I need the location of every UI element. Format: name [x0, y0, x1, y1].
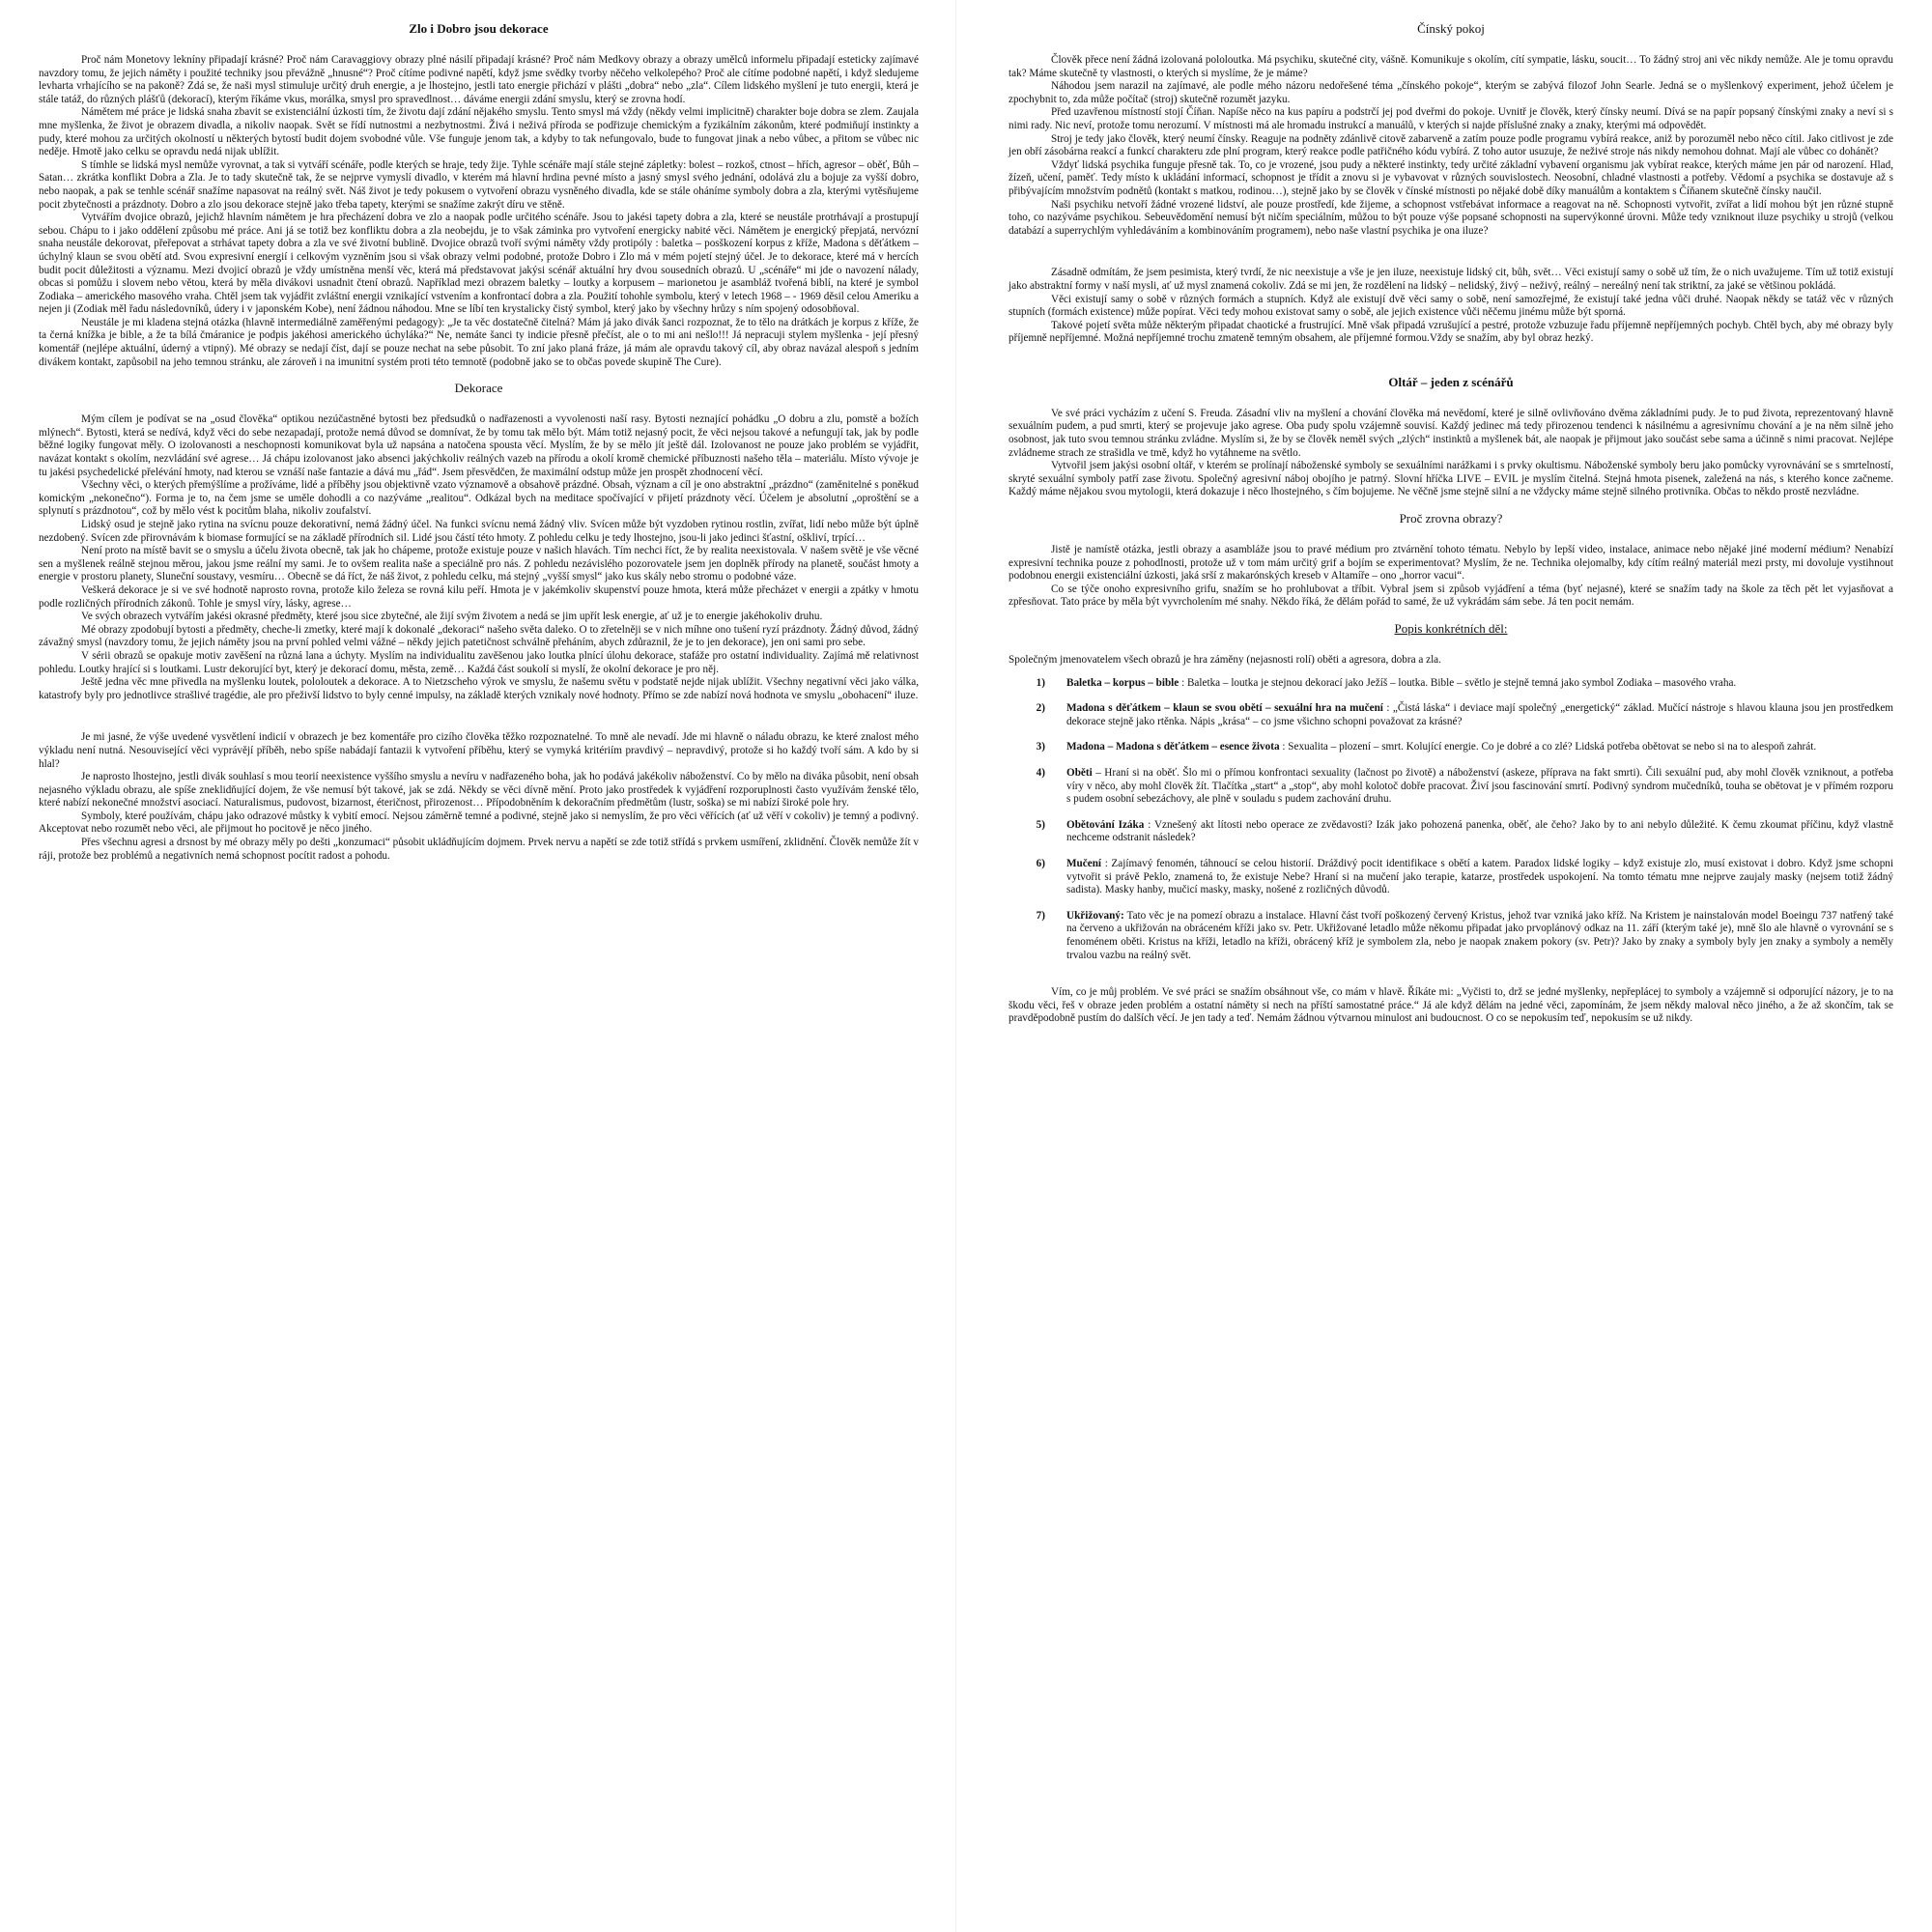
paragraph: Přes všechnu agresi a drsnost by mé obrazy měly po dešti „konzumaci“ působit ukládňujícím dojmem. Prvek nervu a napětí se zde totiž střídá s prvkem usmíření, zklidnění. Člověk nemůže žít v ráji, protože bez problémů a negativních nemá schopnost pocítit radost a pohodu. — [39, 837, 919, 862]
closing-section — [39, 731, 919, 863]
paragraph: Takové pojetí světa může některým připadat chaotické a frustrující. Mně však připadá vzrušující a pestré, protože vzbuzuje řadu příjemně nepříjemných pochyb. Chtěl bych, aby mé obrazy byly příjemně nepříjemné. Možná nepříjemné trochu zmateně temným obsahem, ale příjemné formou.Vždy se snažím, aby byl obraz hezký. — [1009, 319, 1893, 345]
work-item — [1009, 858, 1893, 897]
paragraph: Je mi jasné, že výše uvedené vysvětlení indicií v obrazech je bez komentáře pro cizího člověka těžko rozpoznatelné. To mně ale nevadí. Jde mi hlavně o náladu obrazu, ke které znalost mého výkladu není nutná. Nesouvisející věci vyprávějí příběh, nebo spíše nabádají fantazii k vytvoření příběhu, který se vymyká kritériím pravdivý – nepravdivý, protože si ho každý tvoří sám. A kdo by si hlal? — [39, 731, 919, 770]
work-item — [1009, 767, 1893, 807]
work-title: Mučení — [1066, 857, 1102, 869]
paragraph: Je naprosto lhostejno, jestli divák souhlasí s mou teorií neexistence vyššího smyslu a nevíru v nadřazeného boha, jak ho podává jakékoliv náboženství. Co by mělo na diváka působit, není obsah nejasného výkladu obrazu, ale spíše zneklidňující dojem, že vše nemusí být takové, jak se zdá. Někdy se věci dívně mění. Proto jako prostředek k vyjádření rozporuplnosti často využívám ženské tělo, které nabízí nekonečné množství asociací. Naturalismus, pudovost, bizarnost, éteričnost, přirozenost… Přípodobněním k dekoračním předmětům (lustr, soška) se mi nabízí široké pole hry. — [39, 771, 919, 810]
paragraph: Před uzavřenou místností stojí Číňan. Napíše něco na kus papíru a podstrčí jej pod dveřmi do pokoje. Uvnitř je člověk, který čínsky neumí. Dívá se na papír popsaný čínskými znaky a neví si s nimi rady. Nic neví, protože tomu nerozumí. V místnosti má ale hromadu instrukcí a manuálů, v kterých si najde příslušné znaky a znaky, kterými má odpovědět. — [1009, 106, 1893, 131]
work-text: – Hraní si na oběť. Šlo mi o přímou konfrontaci sexuality (lačnost po životě) a náboženství (askeze, příprava na fakt smrti). Čili sexuální pud, aby mohl člověk vzniknout, a potřeba víry v něco, aby mohl člověk žít. Tlačítka „start“ a „stop“, aby mohl kolotoč dobře pracovat. Živí jsou fascinování smrtí. Podivný syndrom mučedníků, touha se obětovat je v přímém rozporu s pudem osobní sebezáchovy, ale plně v souladu s pudem zachování druhu. — [1066, 766, 1893, 806]
popis-intro: Společným jmenovatelem všech obrazů je hra záměny (nejasnosti rolí) oběti a agresora, dobra a zla. — [1009, 654, 1441, 666]
work-item — [1009, 677, 1893, 691]
paragraph: Jistě je namístě otázka, jestli obrazy a asambláže jsou to pravé médium pro ztvárnění tohoto tématu. Nebylo by lepší video, instalace, animace nebo nějaké jiné moderní médium? Nenabízí expresivní technika pouze z pohodlnosti, protože už v tom mám určitý grif a bojím se experimentovat? Myslím, že ne. Technika olejomalby, kdy cítím reálný materiál mezi prsty, mi dovoluje vystihnout podobnou energii existenciální úzkosti, jaká srší z makarónských kreseb v Altamíře – ono „horror vacui“. — [1009, 544, 1893, 582]
paragraph: S tímhle se lidská mysl nemůže vyrovnat, a tak si vytváří scénáře, podle kterých se hraje, tedy žije. Tyhle scénáře mají stále stejné zápletky: bolest – rozkoš, ctnost – hřích, agresor – oběť, Bůh – Satan… zkrátka konflikt Dobra a Zla. Je to tady skutečně tak, že se nejprve vymyslí divadlo, v kterém má hlavní hrdina pevné místo a jasný smysl svého jednání, odolává zlu a bojuje za vyšší dobro, nebo naopak, a pak se tenhle scénář snažíme napasovat na reálný svět. Náš život je tedy pokusem o vytvoření obrazu vysněného divadla, kde se stále oháníme symboly dobra a zla, kterými vytěsňujeme pocit zbytečnosti a prázdnoty. Dobro a zlo jsou dekorace stejně jako třeba tapety, kterými se snažíme zakrýt díru ve stěně. — [39, 158, 919, 211]
work-title: Ukřižovaný: — [1066, 909, 1124, 922]
paragraph: Mým cílem je podívat se na „osud člověka“ optikou nezúčastněné bytosti bez předsudků o nadřazenosti a vyvolenosti naší rasy. Bytosti neznající pohádku „O dobru a zlu, pomstě a božích mlýnech“. Bytosti, která se nedívá, když věci do sebe nezapadají, protože nemá důvod se domnívat, že by tomu tak mělo být. Mám totiž nejasný pocit, že věci nejsou takové a nefungují tak, jak by podle běžné logiky fungovat měly. O izolovanosti a neschopnosti komunikovat byla už napsána a natočena spousta věcí. Myslím, že by se mělo jít ještě dál. Izolovanost ne pouze jako problém se vyjádřit, navázat kontakt s okolím, nezvládání své agrese… Já chápu izolovanost jako absenci jakýchkoliv reálných vazeb na přírodu a okolí kromě chemické příbuznosti našeho těla – materiálu. Místo vývoje je tu jakési psychedelické přelévání hmoty, nad kterou se vznáší naše fantazie a dává mu „řád“. Jsem přesvědčen, že maximální odstup může jen prospět zhodnocení věcí. — [39, 413, 919, 478]
work-text: : Vznešený akt lítosti nebo operace ze zvědavosti? Izák jako pohozená panenka, oběť, ale čeho? Jako by to ani nebylo důležité. K čemu zkoumat příčinu, když vlastně nechceme odstranit následek? — [1066, 818, 1893, 844]
work-description — [1066, 819, 1893, 845]
work-title: Baletka – korpus – bible — [1066, 676, 1179, 689]
closing-paragraph: Vím, co je můj problém. Ve své práci se snažím obsáhnout vše, co mám v hlavě. Říkáte mi: „Vyčisti to, drž se jedné myšlenky, nepřeplácej to symboly a vzájemně si odporující názory, je to na škodu věci, řeš v obraze jeden problém a ostatní náměty si nech na příští samostatné práce.“ Já ale když dělám na jedné věci, zapomínám, že jsem někdy maloval něco jiného, a že až skončím, tak se pravděpodobně pustím do dalších věcí. Je jen tady a teď. Nemám žádnou výtvarnou minulost ani budoucnost. O co se nepokusím teď, nepokusím se už nikdy. — [1009, 986, 1893, 1025]
paragraph: Námětem mé práce je lidská snaha zbavit se existenciální úzkosti tím, že životu dají zdání nějakého smyslu. Tento smysl má vždy (někdy velmi implicitně) charakter boje dobra se zlem. Zaujala mne myšlenka, že život je obrazem divadla, a nikoliv naopak. Svět se řídí nutnostmi a nezbytnostmi. Živá i neživá příroda se podřizuje chemickým a fyzikálním zákonům, které podmiňují instinkty a pudy, které mohou za určitých okolností u některých bytostí budit dojem svobodné vůle. Vše funguje jenom tak, a kdyby to tak nefungovalo, bude to fungovat jinak a nebo vůbec, a přitom se vůbec nic neděje. Hmotě jako celku se opravdu nedá nijak ublížit. — [39, 106, 919, 158]
paragraph: Vytvořil jsem jakýsi osobní oltář, v kterém se prolínají náboženské symboly se sexuálními narážkami i s prvky okultismu. Náboženské symboly beru jako pomůcky vyrovnávání se s smrtelností, skryté sexuální symboly patří zase životu. Společný agresivní náboj obojího je patrný. Slovní hříčka LIVE – EVIL je myslím čitelná. Stejná hmota pisenek, zaležená na nás, s kterého konce začneme. Každý máme nějakou svou mytologii, která dokazuje i něco lhostejného, s čím bojujeme. Ne věčně jsme stejně silní a ne vždycky máme stejně silného protivníka. Občas to někdo prostě nezvládne. — [1009, 460, 1893, 498]
paragraph: Proč nám Monetovy lekníny připadají krásné? Proč nám Caravaggiovy obrazy plné násilí připadají krásné? Proč nám Medkovy obrazy a obrazy umělců informelu připadají esteticky zajímavé navzdory tomu, že jejich náměty i použité techniky jsou převážně „hnusné“? Proč cítíme podivné napětí, když jsme svědky tvorby něčeho velkolepého? Proč ale cítíme podobné napětí, i když sledujeme levharta vrhajícího se na pakoně? Zdá se, že naši mysl stimuluje určitý druh energie, a je lhostejno, jestli tato energie přichází v plášti „dobra“ nebo „zla“. Cílem lidského myšlení je tuto energii, která je stále tatáž, do různých plášťů (dekorací), kterým říkáme vkus, morálka, smysl pro spravedlnost… dáváme energii zdání smyslu, který se zrovna hodí. — [39, 54, 919, 105]
section-title-proc-obrazy: Proč zrovna obrazy? — [1399, 511, 1503, 526]
paragraph: Náhodou jsem narazil na zajímavé, ale podle mého názoru nedořešené téma „čínského pokoje“, kterým se zabývá filozof John Searle. Jedná se o myšlenkový experiment, jehož účelem je zpochybnit to, zda může počítač (stroj) skutečně rozumět jazyku. — [1009, 80, 1893, 105]
paragraph: Zásadně odmítám, že jsem pesimista, který tvrdí, že nic neexistuje a vše je jen iluze, neexistuje lidský cit, bůh, svět… Věci existují samy o sobě už tím, že o nich uvažujeme. Tím už totiž existují jako abstraktní formy v naší mysli, ať už mysl znamená cokoliv. Zdá se mi jen, že rozdělení na lidský – nelidský, živý – neživý, reálný – nereálný není tak striktní, za jaké se většinou pokládá. — [1009, 267, 1893, 292]
work-number: 4) — [1036, 766, 1045, 779]
paragraph: Ve svých obrazech vytvářím jakési okrasné předměty, které jsou sice zbytečné, ale žijí svým životem a nedá se jim upřít lesk energie, ať už je to energie jakéhokoliv druhu. — [81, 611, 823, 623]
work-description — [1066, 767, 1893, 807]
oltar-section — [1009, 408, 1893, 499]
work-text: : „Čistá láska“ i deviace mají společný „energetický“ základ. Mučící nástroje s hlavou klauna jsou jen prostředkem dekorace stejně jako rtěnka. Nápis „krása“ – co jsme všichno schopni považovat za krásné? — [1066, 702, 1893, 727]
intro-section — [39, 54, 919, 369]
work-description — [1066, 741, 1893, 754]
work-description — [1066, 910, 1893, 962]
section-title-cinsky-pokoj: Čínský pokoj — [1417, 21, 1485, 36]
paragraph: Veškerá dekorace je si ve své hodnotě naprosto rovna, protože kilo železa se rovná kilu peří. Hmota je v jakémkoliv skupenství pouze hmota, která může přecházet v energii a zpátky v hmotu podle rozličných přírodních zákonů. Tohle je smysl víry, lásky, agrese… — [39, 583, 919, 610]
work-description — [1066, 702, 1893, 728]
work-item — [1009, 910, 1893, 962]
work-item — [1009, 741, 1893, 754]
paragraph: Všechny věci, o kterých přemýšlíme a prožíváme, lidé a příběhy jsou objektivně vzato významově a obsahově prázdné. Obsah, význam a cíl je ono abstraktní „prázdno“ (zaměnitelné s poněkud komickým „nekonečno“). Forma je to, na čem jsme se uměle dohodli a co nazýváme „realitou“. Odkázal bych na meditace spočívající v přijetí prázdnoty věcí. Účelem je absolutní „oproštění se a splynutí s prázdnotou“, což by mělo vést k pocitům blaha, nikoliv zoufalství. — [39, 479, 919, 518]
work-number: 5) — [1036, 818, 1045, 831]
cinsky-pokoj-section — [1009, 54, 1893, 238]
paragraph: Mé obrazy zpodobují bytosti a předměty, cheche-li zmetky, které mají k dokonalé „dekoraci“ našeho světa daleko. O to zřetelněji se v nich míhne ono tušení ryzí prázdnoty. Žádný důvod, žádný závažný smysl (navzdory tomu, že jejich náměty jsou na první pohled velmi vážné – někdy jejich patetičnost schválně přeháním, abych zdůraznil, že je to jen dekorace), jen oni sami pro sebe. — [39, 623, 919, 649]
existence-section — [1009, 267, 1893, 346]
section-title-popis-del: Popis konkrétních děl: — [1394, 621, 1508, 636]
work-item — [1009, 702, 1893, 728]
work-number: 3) — [1036, 741, 1045, 753]
work-description — [1066, 858, 1893, 897]
paragraph: Ve své práci vycházím z učení S. Freuda. Zásadní vliv na myšlení a chování člověka má nevědomí, které je silně ovlivňováno dvěma základními pudy. Je to pud života, reprezentovaný hlavně sexuálním pudem, a pud smrti, který se projevuje jako agrese. Oba pudy spolu vzájemně souvisí. Každý jedinec má tedy přirozenou tendenci k násilnému a agresivnímu chování a je na něm silně jeho osobnost, jak tuto svou temnou stránku zvládne. Myslím si, že by se člověk neměl svých „zlých“ instinktů a myšlenek bát, ale naopak je přijmout jako součást sebe sama a účinně s nimi pracovat. Nejlépe zvládneme strach ze strašidla ve tmě, když ho vytáhneme na světlo. — [1009, 407, 1893, 459]
paragraph: Vždyť lidská psychika funguje přesně tak. To, co je vrozené, jsou pudy a některé instinkty, tedy určité základní vybavení organismu jak vybírat reakce, kterých máme jen pár od narození. Hlad, žízeň, učení, paměť. Tedy místo k ukládání informací, schopnost je třídit a znovu si je vybavovat v různých souvislostech. Neosobní, chladné vlastnosti a potřeby. Vědomí a psychika se dostavuje až s přibývajícím množstvím podnětů (kontakt s matkou, rodinou…), stejně jako by se člověk v čínské místnosti po nějaké době díky manuálům a kontaktem s Číňanem skutečně čínsky naučil. — [1009, 158, 1893, 197]
paragraph: Věci existují samy o sobě v různých formách a stupních. Když ale existují dvě věci samy o sobě, není samozřejmé, že existují také jedna vůči druhé. Naopak někdy se tatáž věc v různých stupních (formách existence) může popírat. Věci tedy mohou existovat samy o sobě, ale jejich existence vůči něčemu jinému může být sporná. — [1009, 293, 1893, 319]
work-title: Madona – Madona s děťátkem – esence života — [1066, 741, 1280, 753]
work-number: 7) — [1036, 909, 1045, 922]
paragraph: Neustále je mi kladena stejná otázka (hlavně intermediálně zaměřenými pedagogy): „Je ta věc dostatečně čitelná? Mám já jako divák šanci rozpoznat, že to tělo na drátkách je korpus z kříže, že ta černá knížka je bible, a že ta bílá čmáranice je podpis jakéhosi amerického úchyláka?“ Ne, nemáte šanci ty indicie přesně přečíst, ale o to mi ani nešlo!!! Já nepracuji stylem myšlenka - její přesný komentář (nejlépe aktuální, úderný a vtipný). Mé obrazy se nedají číst, dají se pouze nechat na sebe působit. To zní jako planá fráze, já mám ale opravdu takový cíl, aby obraz navázal alespoň s jedním divákem kontakt, zapůsobil na jeho temnou stránku, ale zároveň i na imunitní systém proti této temnotě (podobně jako se to občas povede skupině The Cure). — [39, 316, 919, 368]
work-number: 2) — [1036, 702, 1045, 715]
document-title: Zlo i Dobro jsou dekorace — [409, 21, 549, 36]
work-number: 6) — [1036, 857, 1045, 869]
work-text: Tato věc je na pomezí obrazu a instalace. Hlavní část tvoří poškozený červený Kristus, jehož tvar vzniká jako kříž. Na Kristem je nainstalován model Boeingu 737 natřený také na červeno a ukřižován na obráceném kříži jako sv. Petr. Ukřižované letadlo může někomu připadat jako prvoplánový odkaz na 11. září (kterým také je), mně šlo ale hlavně o vyrovnání se s fenoménem oběti. Kristus na kříži, letadlo na kříži, obrácený kříž je symbolem zla, nebo je naopak znakem pokory (sv. Petr)? Jako by znaky a symboly byly jen znaky a symboly a neměly trvalou vazbu na reálný svět. — [1066, 909, 1893, 961]
work-text: : Zajímavý fenomén, táhnoucí se celou historií. Dráždivý pocit identifikace s obětí a katem. Paradox lidské logiky – když existuje zlo, musí existovat i dobro. Když jsme schopni vytvořit si právě Peklo, znamená to, že existuje Nebe? Hraní si na mučení jako terapie, katarze, prostředek uspokojení. Na tomto tématu mne nejprve zaujaly masky (nejsem totiž žádný sadista). Masky hanby, mučicí masky, masky, nošené z rozličných důvodů. — [1066, 857, 1893, 896]
paragraph: Naši psychiku netvoří žádné vrozené lidství, ale pouze prostředí, kde žijeme, a schopnost vstřebávat informace a reagovat na ně. Schopnosti vytvořit, zvířat a lidí mohou být jen různé stupně toho, co nazýváme psychikou. Sebeuvědomění nemusí být ničím speciálním, můžou to být pouze výše popsané schopnosti na supervýkonné úrovni. Může tedy vzniknout iluze psychiky u strojů (velkou databází a superrychlým vyhledáváním a kombinováním programem), nebo naše vlastní psychika je ona iluze? — [1009, 198, 1893, 237]
left-page — [0, 0, 956, 1932]
right-page — [976, 0, 1932, 1932]
proc-obrazy-section — [1009, 544, 1893, 610]
work-title: Oběti — [1066, 766, 1093, 779]
paragraph: V sérii obrazů se opakuje motiv zavěšení na různá lana a úchyty. Myslím na individualitu zavěšenou jako loutka plnící úlohu dekorace, stafáže pro ostatní individuality. Zajímá mě relativnost pohledu. Loutky hrající si s loutkami. Lustr dekorující byt, který je dekorací domu, města, země… Každá část soukolí si myslí, že okolní dekorace je pro něj. — [39, 649, 919, 675]
work-title: Madona s děťátkem – klaun se svou obětí – sexuální hra na mučení — [1066, 702, 1383, 715]
work-text: : Baletka – loutka je stejnou dekorací jako Ježíš – loutka. Bible – světlo je stejně temná jako symbol Zodiaka – masového vraha. — [1179, 676, 1737, 689]
paragraph: Vytvářím dvojice obrazů, jejichž hlavním námětem je hra přecházení dobra ve zlo a naopak podle určitého scénáře. Jsou to jakési tapety dobra a zla, které se neustále protrhávají a prostupují sebou. Chápu to i jako oddělení způsobu mé práce. Ani já se totiž bez konfliktu dobra a zla neobejdu, je to však záminka pro vytvoření energicky nabité věci. Námětem je energický přepjatá, nervózní snaha neustále dekorovat, přeřepovat a strhávat tapety dobra a zla ve své životní bublině. Dvojice obrazů tvoří svými náměty vždy protipóly : baletka – posškození korpus z kříže, Madona s děťátkem – úchylný klaun se svou obětí atd. Svou expresivní energií i celkovým vyzněním jsou si však obrazy velmi podobné, protože Dobro i Zlo má v mém pojetí stejný účel. Je to dekorace, které má v hercích budit pocit důležitosti a významu. Mezi dvojicí obrazů je vždy umístněna menší věc, která má představovat jakýsi scénář aktuální hry dvou sousedních obrazů. U „scénáře“ mi jde o navození nálady, obcas si pomůžu i slovem nebo větou, která by měla divákovi usnadnit čtení obrazů. Například mezi obrazem baletky – loutky a korpusem – marionetou je asambláž tvořená biblí, na které je symbol Zodiaka – amerického masového vraha. Chtěl jsem tak vyjádřit zvláštní energii vznikající vstvením a konfrontací dobra a zla. Použití tohohle symbolu, který v letech 1968 – - 1969 děsil celou Ameriku a nejen ji (Zodiak měl řadu následovníků, údery i v japonském Kobe), není žádnou náhodou. Mne se líbí ten krystalicky čistý symbol, který jako by všechny hrůzy s ním spojený odosobňoval. — [39, 212, 919, 316]
dekorace-section — [39, 413, 919, 702]
work-item — [1009, 819, 1893, 845]
paragraph: Stroj je tedy jako člověk, který neumí čínsky. Reaguje na podněty zdánlivě citově zabarveně a zatím pouze podle programu vybírá reakce, aniž by porozuměl nebo něco cítil. Jako citlivost je zde jen obří zásobárna reakcí a funkcí charakteru zde plní program, který reakce podle patřičného kódu vybírá. Z toho autor usuzuje, že neživé stroje nás nikdy nemohou dohnat. Mají ale vůbec co dohánět? — [1009, 132, 1893, 158]
work-text: : Sexualita – plození – smrt. Kolující energie. Co je dobré a co zlé? Lidská potřeba obětovat se nebo si na to alespoň zahrát. — [1279, 741, 1817, 753]
works-list — [1009, 677, 1893, 963]
work-number: 1) — [1036, 676, 1045, 689]
paragraph: Není proto na místě bavit se o smyslu a účelu života obecně, tak jak ho chápeme, protože existuje pouze v našich hlavách. Tím nechci říct, že by realita neexistovala. V našem světě je vše věcné sen a myšlenek reálně stejnou měrou, jakou jsme reální my sami. Je to ovšem realita naše a speciálně pro nás. Z pohledu nezávislého pozorovatele jsem jen doplněk přírody na planetě, součást hmoty a energie v prostoru planety, Sluneční soustavy, vesmíru… Obecně se dá říct, že náš život, z pohledu celku, má stejný „vyšší smysl“ jako kus skály nebo stromu o podobné váze. — [39, 545, 919, 583]
work-description — [1066, 677, 1893, 691]
work-title: Obětování Izáka — [1066, 818, 1145, 831]
section-title-oltar: Oltář – jeden z scénářů — [1388, 374, 1514, 389]
paragraph: Lidský osud je stejně jako rytina na svícnu pouze dekorativní, nemá žádný účel. Na funkci svícnu nemá žádný vliv. Svícen může být vyzdoben rytinou rostlin, zvířat, lidí nebo může být úplně nezdobený. Svícen zde přirovnávám k biomase formující se na základě přírodních sil. Lidé jsou částí této hmoty. Z pohledu celku je tedy lhostejno, jsou-li jako jedinci šťastní, oškliví, trpící… — [39, 519, 919, 544]
paragraph: Co se týče onoho expresivního grifu, snažím se ho prohlubovat a tříbit. Vybral jsem si způsob vyjádření a téma (byť nejasné), které se snažím tady na škole za těch pět let vyjasňovat a zpřesňovat. Tato práce by měla být vyvrcholením mé snahy. Někdo říká, že dělám pořád to samé, že už vykrádám sám sebe. Já ten pocit nemám. — [1009, 582, 1893, 609]
paragraph: Ještě jedna věc mne přivedla na myšlenku loutek, pololoutek a dekorace. A to Nietzscheho výrok ve smyslu, že našemu světu v podstatě nejde nijak ublížit. Všechny negativní věci jako válka, katastrofy byly pro jednotlivce strašlivé tragédie, ale pro přeživší lidstvo to byly cenné impulsy, na základě kterých vznikaly nové hodnoty. Přímo se zde nabízí nová hodnota ve smyslu „obohacení“ iluze. — [39, 676, 919, 701]
section-title-dekorace: Dekorace — [454, 381, 503, 396]
paragraph: Symboly, které používám, chápu jako odrazové můstky k vybití emocí. Nejsou záměrně temné a podivné, stejně jako si nemyslím, že pro věci věřících (ať už věří v cokoliv) je temný a podivný. Akceptovat nebo rozumět nebo věci, ale přijmout ho pocitově je něco jiného. — [39, 810, 919, 836]
paragraph: Člověk přece není žádná izolovaná pololoutka. Má psychiku, skutečné city, vášně. Komunikuje s okolím, cítí sympatie, lásku, soucit… To žádný stroj ani věc nikdy nemůže. Ale je tomu opravdu tak? Máme skutečně ty vlastnosti, o kterých si myslíme, že je máme? — [1009, 54, 1893, 79]
